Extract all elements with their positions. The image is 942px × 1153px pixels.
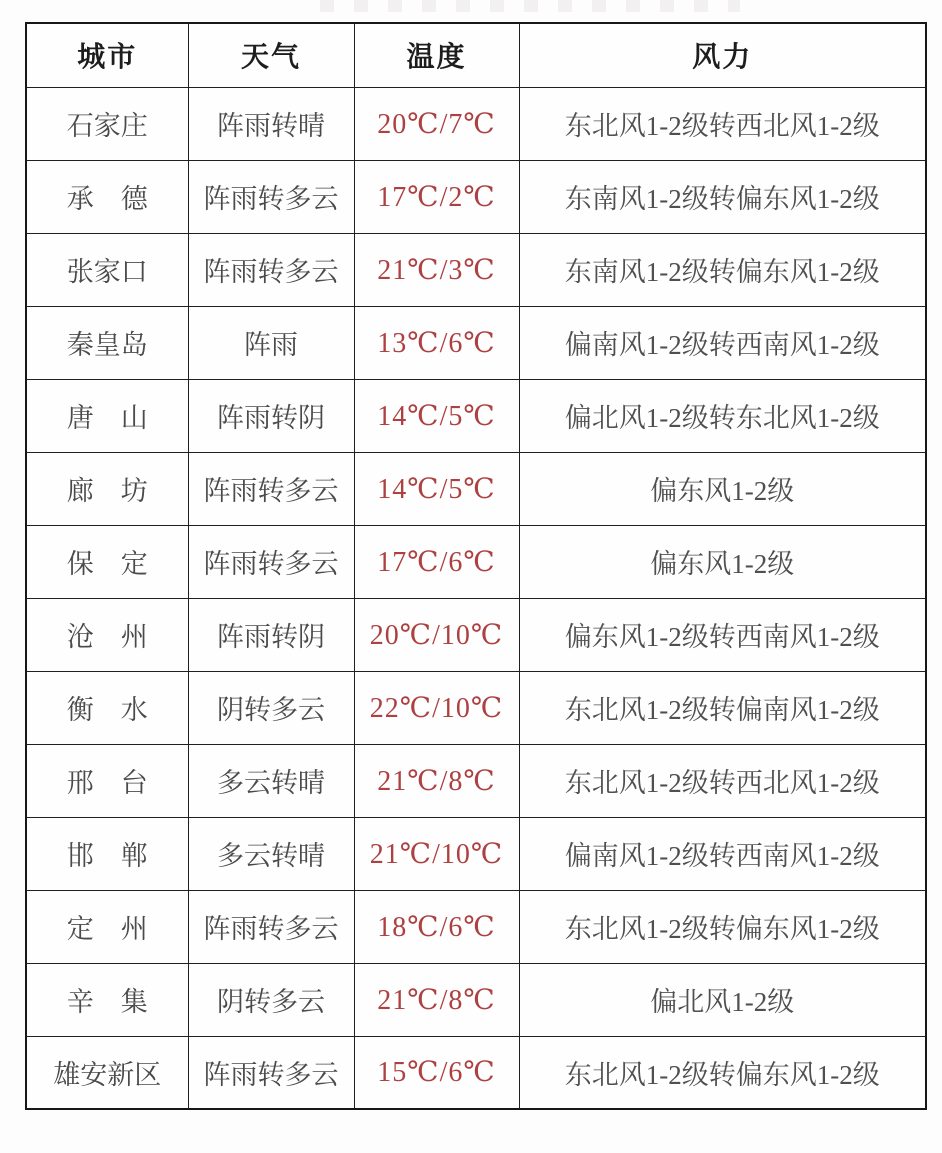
cell-weather: 多云转晴 bbox=[188, 817, 354, 890]
table-row bbox=[26, 671, 926, 744]
table-row bbox=[26, 87, 926, 160]
cell-weather: 阵雨转多云 bbox=[188, 160, 354, 233]
cell-temperature: 13℃/6℃ bbox=[354, 306, 519, 379]
weather-forecast-table bbox=[25, 22, 927, 1110]
cell-weather: 阵雨 bbox=[188, 306, 354, 379]
cell-wind: 偏东风1-2级 bbox=[519, 452, 926, 525]
cell-wind: 东北风1-2级转西北风1-2级 bbox=[519, 744, 926, 817]
cell-temperature: 17℃/6℃ bbox=[354, 525, 519, 598]
cell-city: 张家口 bbox=[26, 233, 188, 306]
cell-city: 邯 郸 bbox=[26, 817, 188, 890]
cell-city: 衡 水 bbox=[26, 671, 188, 744]
cell-temperature: 21℃/3℃ bbox=[354, 233, 519, 306]
cell-temperature: 20℃/7℃ bbox=[354, 87, 519, 160]
cell-weather: 阵雨转阴 bbox=[188, 379, 354, 452]
cell-wind: 东北风1-2级转偏南风1-2级 bbox=[519, 671, 926, 744]
cell-city: 唐 山 bbox=[26, 379, 188, 452]
table-row bbox=[26, 160, 926, 233]
cell-temperature: 21℃/8℃ bbox=[354, 963, 519, 1036]
table-row bbox=[26, 452, 926, 525]
cell-weather: 多云转晴 bbox=[188, 744, 354, 817]
cell-city: 石家庄 bbox=[26, 87, 188, 160]
header-row bbox=[26, 23, 926, 87]
cell-weather: 阵雨转多云 bbox=[188, 1036, 354, 1109]
table-row bbox=[26, 744, 926, 817]
column-header-city: 城市 bbox=[26, 23, 188, 87]
table-row bbox=[26, 963, 926, 1036]
cell-wind: 东南风1-2级转偏东风1-2级 bbox=[519, 233, 926, 306]
cell-temperature: 17℃/2℃ bbox=[354, 160, 519, 233]
column-header-temperature: 温度 bbox=[354, 23, 519, 87]
cell-temperature: 14℃/5℃ bbox=[354, 452, 519, 525]
table-header bbox=[26, 23, 926, 87]
cell-temperature: 18℃/6℃ bbox=[354, 890, 519, 963]
cell-wind: 东北风1-2级转偏东风1-2级 bbox=[519, 890, 926, 963]
cell-wind: 东北风1-2级转西北风1-2级 bbox=[519, 87, 926, 160]
cell-city: 沧 州 bbox=[26, 598, 188, 671]
cell-weather: 阵雨转多云 bbox=[188, 452, 354, 525]
table-row bbox=[26, 1036, 926, 1109]
cell-wind: 偏南风1-2级转西南风1-2级 bbox=[519, 817, 926, 890]
cell-wind: 偏南风1-2级转西南风1-2级 bbox=[519, 306, 926, 379]
cell-city: 辛 集 bbox=[26, 963, 188, 1036]
column-header-wind: 风力 bbox=[519, 23, 926, 87]
cell-weather: 阵雨转阴 bbox=[188, 598, 354, 671]
cell-temperature: 22℃/10℃ bbox=[354, 671, 519, 744]
cell-wind: 偏东风1-2级转西南风1-2级 bbox=[519, 598, 926, 671]
table-row bbox=[26, 306, 926, 379]
cell-wind: 偏东风1-2级 bbox=[519, 525, 926, 598]
cell-city: 廊 坊 bbox=[26, 452, 188, 525]
table-body bbox=[26, 87, 926, 1109]
cell-weather: 阴转多云 bbox=[188, 963, 354, 1036]
cell-city: 承 德 bbox=[26, 160, 188, 233]
cell-weather: 阵雨转多云 bbox=[188, 525, 354, 598]
cell-wind: 东南风1-2级转偏东风1-2级 bbox=[519, 160, 926, 233]
cell-wind: 东北风1-2级转偏东风1-2级 bbox=[519, 1036, 926, 1109]
table-row bbox=[26, 525, 926, 598]
cropped-title-artifact bbox=[320, 0, 740, 12]
cell-weather: 阵雨转多云 bbox=[188, 233, 354, 306]
table-row bbox=[26, 233, 926, 306]
cell-wind: 偏北风1-2级转东北风1-2级 bbox=[519, 379, 926, 452]
cell-weather: 阵雨转晴 bbox=[188, 87, 354, 160]
table-row bbox=[26, 817, 926, 890]
cell-temperature: 15℃/6℃ bbox=[354, 1036, 519, 1109]
cell-wind: 偏北风1-2级 bbox=[519, 963, 926, 1036]
table-row bbox=[26, 598, 926, 671]
cell-temperature: 21℃/8℃ bbox=[354, 744, 519, 817]
cell-city: 秦皇岛 bbox=[26, 306, 188, 379]
cell-city: 保 定 bbox=[26, 525, 188, 598]
cell-city: 邢 台 bbox=[26, 744, 188, 817]
cell-weather: 阵雨转多云 bbox=[188, 890, 354, 963]
table-row bbox=[26, 379, 926, 452]
cell-weather: 阴转多云 bbox=[188, 671, 354, 744]
table-row bbox=[26, 890, 926, 963]
cell-city: 定 州 bbox=[26, 890, 188, 963]
cell-temperature: 14℃/5℃ bbox=[354, 379, 519, 452]
column-header-weather: 天气 bbox=[188, 23, 354, 87]
cell-temperature: 20℃/10℃ bbox=[354, 598, 519, 671]
cell-temperature: 21℃/10℃ bbox=[354, 817, 519, 890]
cell-city: 雄安新区 bbox=[26, 1036, 188, 1109]
